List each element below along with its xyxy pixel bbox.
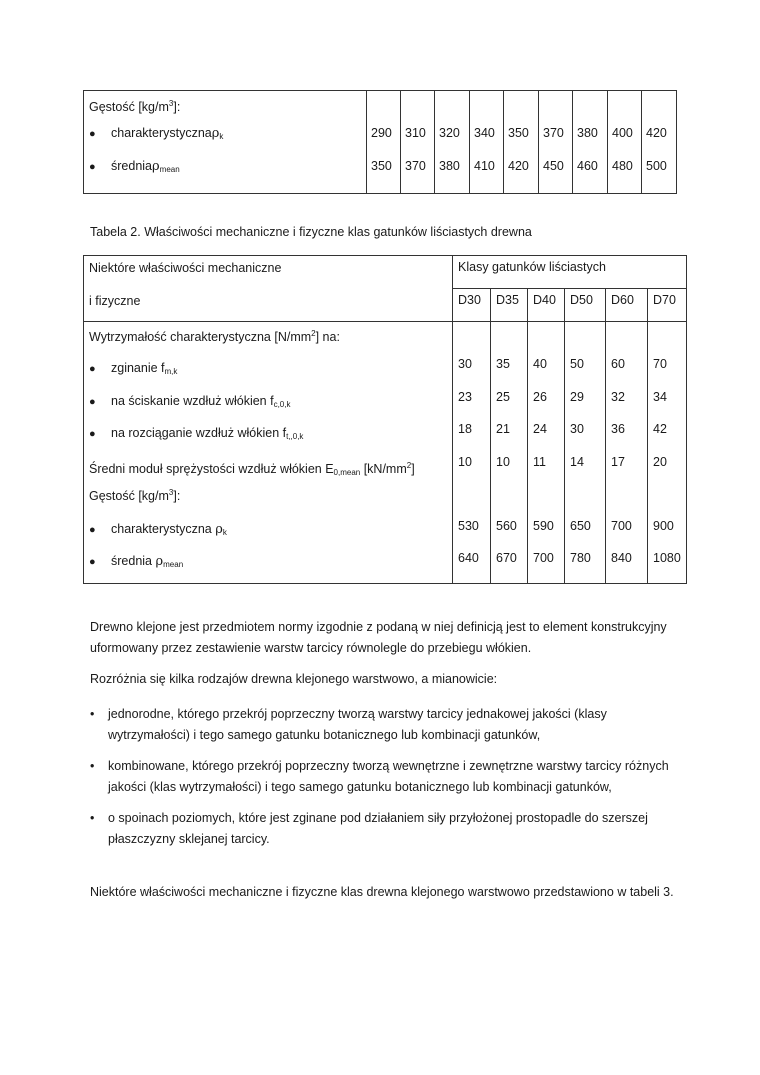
value-col-D30: 30 23 18 10 530 640 — [453, 322, 491, 584]
class-header: D35 — [491, 289, 528, 322]
paragraph-glulam-definition: Drewno klejone jest przedmiotem normy izgodnie z podaną w niej definicją jest to element konstrukcyjny uformowany przez zestawienie warstw tarcicy równolegle do przebiegu włókien. — [90, 620, 667, 655]
properties-label-cell — [84, 322, 453, 584]
value-col-D50: 50 29 30 14 650 780 — [565, 322, 606, 584]
paragraph-types-intro: Rozróżnia się kilka rodzajów drewna klejonego warstwowo, a mianowicie: — [90, 672, 498, 686]
class-header: D60 — [606, 289, 648, 322]
class-header: D40 — [528, 289, 565, 322]
density-label-cell — [84, 91, 367, 194]
glulam-types-list — [90, 704, 690, 850]
value-col: 320 380 — [435, 91, 470, 194]
list-item: • o spoinach poziomych, które jest zginane pod działaniem siły przyłożonej prostopadle do szerszej płaszczyzny sklejanej tarcicy. — [90, 808, 690, 850]
strength-heading: Wytrzymałość charakterystyczna $[N/mm^2]$ na: — [89, 329, 340, 344]
value-col: 420 500 — [642, 91, 677, 194]
header-left-cell: Niektóre właściwości mechaniczne i fizyczne — [84, 256, 453, 322]
value-col-D35: 35 25 21 10 560 670 — [491, 322, 528, 584]
density-table-softwood — [83, 90, 677, 194]
value-col: 310 370 — [401, 91, 435, 194]
value-col: 340 410 — [470, 91, 504, 194]
value-col-D40: 40 26 24 11 590 700 — [528, 322, 565, 584]
density-char-label: ● charakterystycznaρ$_k$ — [89, 126, 224, 141]
row-label-tension: ● na rozciąganie wzdłuż włókien $f_{t,,0,k}$ — [89, 426, 304, 441]
value-col: 350 420 — [504, 91, 539, 194]
class-header: D70 — [648, 289, 687, 322]
value-col: 370 450 — [539, 91, 573, 194]
header-classes-cell: Klasy gatunków liściastych — [453, 256, 687, 289]
value-col-D70: 70 34 42 20 900 1080 — [648, 322, 687, 584]
density-heading: Gęstość $[kg/m^3]$: — [89, 99, 181, 114]
value-col: 380 460 — [573, 91, 608, 194]
row-label-density-char: ● charakterystyczna $\rho_k$ — [89, 521, 227, 537]
value-col: 290 350 — [367, 91, 401, 194]
class-header: D30 — [453, 289, 491, 322]
list-item: • jednorodne, którego przekrój poprzeczny tworzą warstwy tarcicy jednakowej jakości (klasy wytrzymałości) i tego samego gatunku botanicznego lub kombinacji gatunków, — [90, 704, 690, 746]
list-item: • kombinowane, którego przekrój poprzeczny tworzą wewnętrzne i zewnętrzne warstwy tarcicy różnych jakości (klas wytrzymałości) i tego samego gatunku botanicznego lub kombinacji gatunków, — [90, 756, 690, 798]
table2-caption: Tabela 2. Właściwości mechaniczne i fizyczne klas gatunków liściastych drewna — [90, 225, 532, 239]
class-header: D50 — [565, 289, 606, 322]
row-label-compression: ● na ściskanie wzdłuż włókien $f_{c,0,k}$ — [89, 393, 291, 409]
value-col: 400 480 — [608, 91, 642, 194]
density-heading-2: Gęstość $[kg/m^3]$: — [89, 487, 181, 503]
row-label-modulus: Średni moduł sprężystości wzdłuż włókien $E_{0,mean}$ $[kN/mm^2]$ — [89, 460, 415, 477]
density-mean-label: ● średniaρ$_{mean}$ — [89, 158, 180, 174]
row-label-bending: ● zginanie $f_{m,k}$ — [89, 361, 178, 376]
hardwood-properties-table — [83, 255, 687, 584]
value-col-D60: 60 32 36 17 700 840 — [606, 322, 648, 584]
paragraph-table3-reference: Niektóre właściwości mechaniczne i fizyczne klas drewna klejonego warstwowo przedstawiono w tabeli 3. — [90, 885, 674, 899]
row-label-density-mean: ● średnia $\rho_{mean}$ — [89, 554, 184, 569]
